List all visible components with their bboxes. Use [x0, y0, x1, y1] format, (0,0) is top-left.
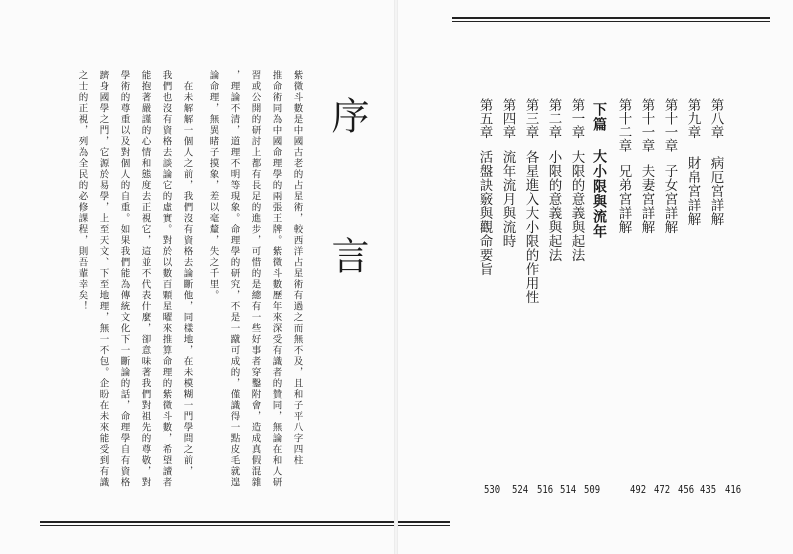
toc-page-number: 416 — [725, 484, 742, 496]
part-heading: 下篇 大小限與流年 — [591, 102, 607, 239]
toc-title: 大限的意義與起法 — [568, 150, 585, 262]
preface-title-first-char: 序 — [325, 96, 369, 134]
preface-line: 能抱著嚴謹的心情和態度去正視它，這並不代表什麼，卻意味著我們對祖先的尊敬，對 — [139, 70, 151, 488]
toc-chapter: 第五章 — [476, 98, 493, 139]
toc-page-number: 472 — [654, 484, 671, 496]
toc-chapter: 第十二章 — [615, 98, 632, 152]
toc-title: 活盤訣竅與觀命要旨 — [476, 150, 493, 276]
toc-page-number: 524 — [512, 484, 529, 496]
toc-chapter: 第四章 — [499, 98, 516, 139]
preface-line: 紫微斗數是中國古老的占星術，較西洋占星術有過之而無不及，且和子平八字四柱 — [291, 70, 303, 466]
preface-line: 躋身國學之門，它源於易學，上至天文、下至地理，無一不包。企盼在未來能受到有識 — [97, 70, 109, 488]
preface-line: 習或公開的研討上都有長足的進步，可惜的是總有一些好事者穿鑿附會，造成真假混雜 — [249, 70, 261, 488]
toc-chapter: 第二章 — [545, 98, 562, 139]
preface-line: 我們也沒有資格去談論它的虛實。對於以數百顆星曜來推算命理的紫微斗數，希望讀者 — [160, 70, 172, 488]
preface-line: 學術的尊重以及對個人的自重。如果我們能為傳統文化下一斷論的話，命理學自有資格 — [118, 70, 130, 488]
toc-chapter: 第十一章 — [638, 98, 655, 152]
toc-page-number: 516 — [537, 484, 554, 496]
top-rule — [452, 17, 770, 22]
preface-line: 在未解解一個人之前，我們沒有資格去論斷他，同樣地，在未模糊一門學問之前， — [181, 70, 193, 477]
bottom-rule — [40, 521, 450, 526]
toc-chapter: 第三章 — [522, 98, 539, 139]
toc-title: 夫妻宮詳解 — [638, 164, 655, 234]
preface-line: ，理論不清，道理不明等現象。命理學的研究，不是一蹴可成的，僅識得一點皮毛就遑 — [228, 70, 240, 488]
toc-chapter: 第八章 — [707, 98, 724, 139]
preface-line: 論命理，無異睹子摸象，差以毫釐，失之千里。 — [207, 70, 219, 301]
toc-page-number: 509 — [584, 484, 601, 496]
toc-page-number: 530 — [484, 484, 501, 496]
toc-title: 子女宮詳解 — [661, 164, 678, 234]
toc-title: 各星進入大小限的作用性 — [522, 150, 539, 304]
table-of-contents-page — [396, 0, 793, 554]
toc-chapter: 第九章 — [684, 98, 701, 139]
toc-page-number: 514 — [560, 484, 577, 496]
preface-line: 之士的正視，列為全民的必修課程，則吾輩幸矣！ — [76, 70, 88, 312]
preface-title-second-char: 言 — [325, 236, 369, 274]
preface-page — [0, 0, 396, 554]
toc-title: 財帛宮詳解 — [684, 156, 701, 226]
preface-line: 推命術同為中國命理學的兩張王牌。紫微斗數歷年來深受有識者的贊同，無論在和人研 — [270, 70, 282, 488]
toc-page-number: 456 — [678, 484, 695, 496]
toc-title: 病厄宮詳解 — [707, 156, 724, 226]
toc-title: 流年流月與流時 — [499, 150, 516, 248]
toc-title: 兄弟宮詳解 — [615, 164, 632, 234]
toc-chapter: 第十一章 — [661, 98, 678, 152]
toc-title: 小限的意義與起法 — [545, 150, 562, 262]
toc-page-number: 435 — [700, 484, 717, 496]
toc-chapter: 第一章 — [568, 98, 585, 139]
toc-page-number: 492 — [630, 484, 647, 496]
